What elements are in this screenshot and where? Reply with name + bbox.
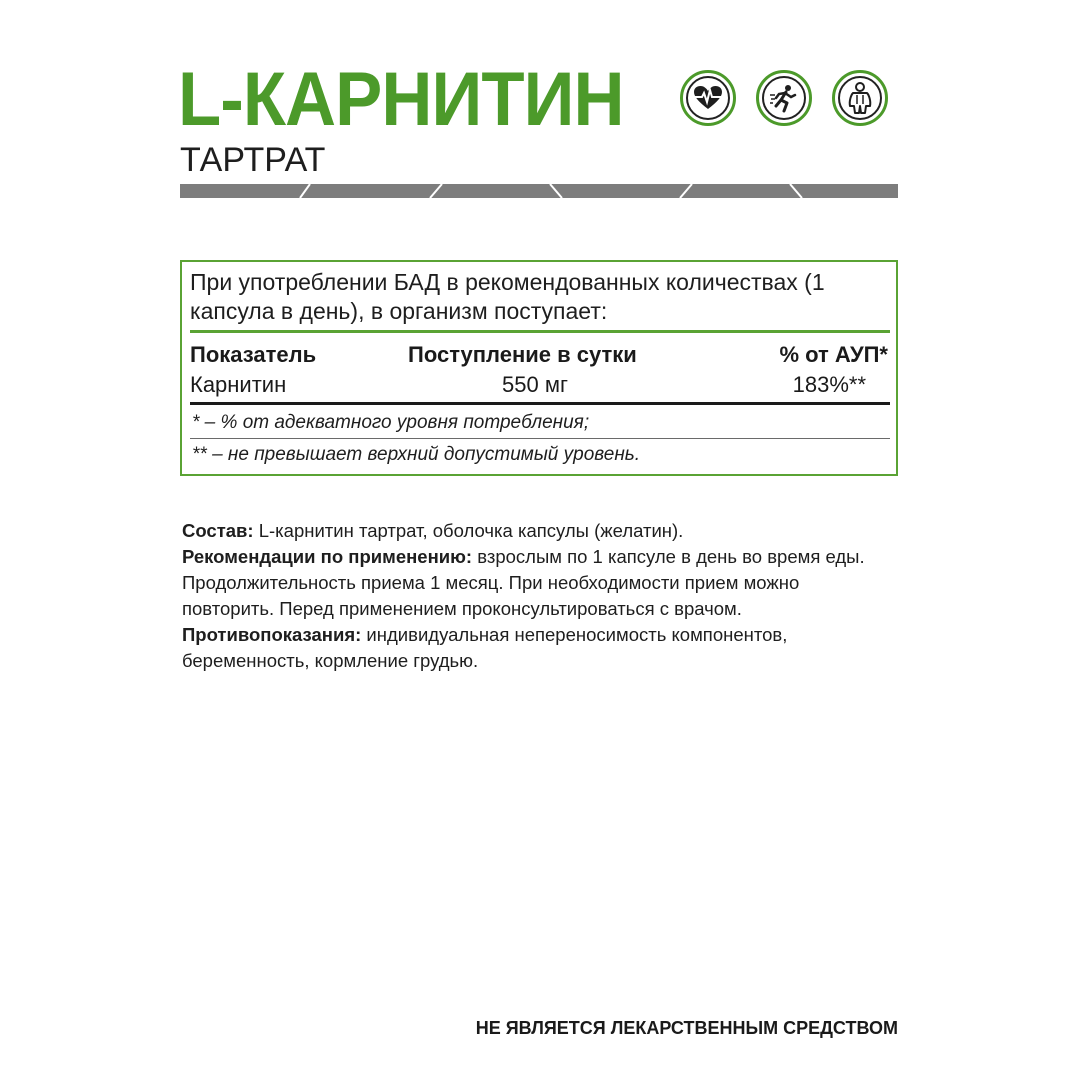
disclaimer: НЕ ЯВЛЯЕТСЯ ЛЕКАРСТВЕННЫМ СРЕДСТВОМ bbox=[475, 1018, 898, 1038]
usage-text: взрослым по 1 капсуле в день во время еды. Продолжительность приема 1 месяц. При необходимости прием можно повторить. Перед применением проконсультироваться с врачом. bbox=[182, 546, 865, 619]
nutrition-table-box bbox=[180, 260, 898, 476]
runner-icon bbox=[756, 70, 812, 126]
usage-label: Рекомендации по применению: bbox=[182, 546, 473, 567]
cell-percent: 183%** bbox=[792, 372, 866, 397]
heart-pulse-icon bbox=[680, 70, 736, 126]
composition-label: Состав: bbox=[182, 520, 254, 541]
divider bbox=[190, 330, 890, 333]
nutrition-intro: При употреблении БАД в рекомендованных количествах (1 капсула в день), в организм поступает: bbox=[190, 269, 825, 324]
column-header-percent: % от АУП* bbox=[779, 342, 888, 367]
cell-daily-intake: 550 мг bbox=[502, 372, 568, 397]
feature-icons bbox=[680, 70, 888, 126]
composition-paragraph bbox=[182, 518, 892, 544]
product-info bbox=[182, 518, 892, 674]
contraindications-text: индивидуальная непереносимость компонентов, беременность, кормление грудью. bbox=[182, 624, 788, 671]
body-silhouette-icon bbox=[832, 70, 888, 126]
decorative-stripe bbox=[180, 184, 898, 198]
footnote: ** – не превышает верхний допустимый уровень. bbox=[192, 444, 641, 465]
column-header-indicator: Показатель bbox=[190, 342, 317, 367]
footnote: * – % от адекватного уровня потребления; bbox=[192, 412, 590, 433]
product-subtitle: ТАРТРАТ bbox=[180, 141, 326, 179]
contraindications-paragraph bbox=[182, 622, 892, 674]
contraindications-label: Противопоказания: bbox=[182, 624, 362, 645]
divider bbox=[190, 438, 890, 439]
usage-paragraph bbox=[182, 544, 892, 622]
cell-indicator: Карнитин bbox=[190, 372, 287, 397]
column-header-daily-intake: Поступление в сутки bbox=[408, 342, 637, 367]
divider bbox=[190, 402, 890, 405]
composition-text: L-карнитин тартрат, оболочка капсулы (желатин). bbox=[253, 520, 684, 541]
product-title: L-КАРНИТИН bbox=[178, 57, 624, 142]
